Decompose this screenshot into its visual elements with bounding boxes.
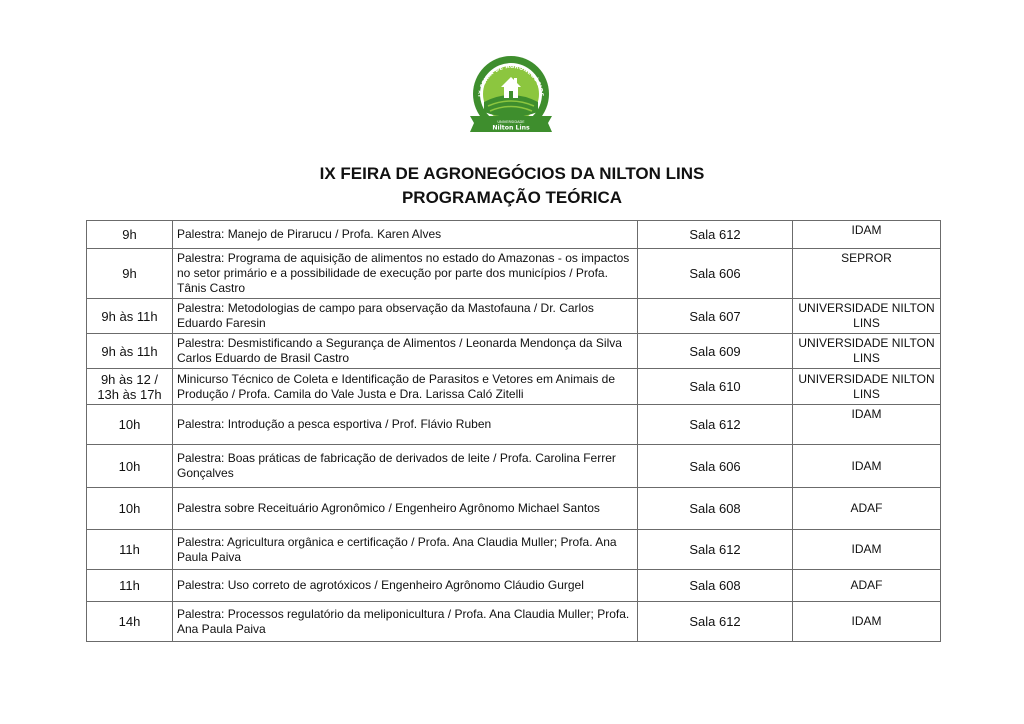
room-cell: Sala 612: [638, 405, 793, 445]
time-cell: 10h: [87, 488, 173, 530]
table-row: [87, 334, 941, 369]
table-row: [87, 405, 941, 445]
table-row: [87, 445, 941, 488]
organizer-cell: IDAM: [793, 445, 941, 488]
table-row: [87, 602, 941, 642]
organizer-cell: UNIVERSIDADE NILTON LINS: [793, 299, 941, 334]
description-cell: Minicurso Técnico de Coleta e Identificação de Parasitos e Vetores em Animais de Produção / Profa. Camila do Vale Justa e Dra. Larissa Caló Zitelli: [173, 369, 638, 405]
page-subtitle: PROGRAMAÇÃO TEÓRICA: [401, 188, 623, 207]
schedule-table: [86, 220, 941, 642]
room-cell: Sala 610: [638, 369, 793, 405]
organizer-cell: UNIVERSIDADE NILTON LINS: [793, 334, 941, 369]
logo-small-text: UNIVERSIDADE: [497, 120, 525, 124]
time-cell: 9h às 11h: [87, 334, 173, 369]
description-cell: Palestra sobre Receituário Agronômico / Engenheiro Agrônomo Michael Santos: [173, 488, 638, 530]
room-cell: Sala 612: [638, 530, 793, 570]
organizer-cell: ADAF: [793, 488, 941, 530]
room-cell: Sala 608: [638, 570, 793, 602]
time-cell: 11h: [87, 570, 173, 602]
organizer-cell: IDAM: [793, 405, 941, 445]
organizer-cell: ADAF: [793, 570, 941, 602]
time-cell: 9h às 11h: [87, 299, 173, 334]
room-cell: Sala 607: [638, 299, 793, 334]
description-cell: Palestra: Programa de aquisição de alimentos no estado do Amazonas - os impactos no setor primário e a possibilidade de execução por parte dos municípios / Profa. Tânis Castro: [173, 249, 638, 299]
table-row: [87, 221, 941, 249]
description-cell: Palestra: Processos regulatório da meliponicultura / Profa. Ana Claudia Muller; Profa. Ana Paula Paiva: [173, 602, 638, 642]
organizer-cell: IDAM: [793, 221, 941, 249]
time-cell: 14h: [87, 602, 173, 642]
time-cell: 11h: [87, 530, 173, 570]
description-cell: Palestra: Agricultura orgânica e certificação / Profa. Ana Claudia Muller; Profa. Ana Paula Paiva: [173, 530, 638, 570]
description-cell: Palestra: Introdução a pesca esportiva / Prof. Flávio Ruben: [173, 405, 638, 445]
organizer-cell: SEPROR: [793, 249, 941, 299]
time-cell: 10h: [87, 405, 173, 445]
time-cell: 9h às 12 / 13h às 17h: [87, 369, 173, 405]
logo-arc-text: IX FEIRA DE AGRONEGÓCIOS: [477, 63, 545, 98]
organizer-cell: UNIVERSIDADE NILTON LINS: [793, 369, 941, 405]
table-row: [87, 530, 941, 570]
description-cell: Palestra: Uso correto de agrotóxicos / Engenheiro Agrônomo Cláudio Gurgel: [173, 570, 638, 602]
room-cell: Sala 606: [638, 445, 793, 488]
table-row: [87, 299, 941, 334]
room-cell: Sala 612: [638, 221, 793, 249]
room-cell: Sala 606: [638, 249, 793, 299]
page-title: IX FEIRA DE AGRONEGÓCIOS DA NILTON LINS: [319, 164, 705, 183]
table-row: [87, 570, 941, 602]
organizer-cell: IDAM: [793, 530, 941, 570]
description-cell: Palestra: Boas práticas de fabricação de derivados de leite / Profa. Carolina Ferrer Gonçalves: [173, 445, 638, 488]
time-cell: 9h: [87, 249, 173, 299]
room-cell: Sala 609: [638, 334, 793, 369]
description-cell: Palestra: Manejo de Pirarucu / Profa. Karen Alves: [173, 221, 638, 249]
table-row: [87, 249, 941, 299]
logo-brand-text: Nilton Lins: [492, 124, 530, 132]
table-row: [87, 369, 941, 405]
room-cell: Sala 608: [638, 488, 793, 530]
table-row: [87, 488, 941, 530]
organizer-cell: IDAM: [793, 602, 941, 642]
description-cell: Palestra: Desmistificando a Segurança de Alimentos / Leonarda Mendonça da Silva Carlos Eduardo de Brasil Castro: [173, 334, 638, 369]
event-logo: [466, 52, 556, 142]
time-cell: 10h: [87, 445, 173, 488]
time-cell: 9h: [87, 221, 173, 249]
room-cell: Sala 612: [638, 602, 793, 642]
description-cell: Palestra: Metodologias de campo para observação da Mastofauna / Dr. Carlos Eduardo Faresin: [173, 299, 638, 334]
